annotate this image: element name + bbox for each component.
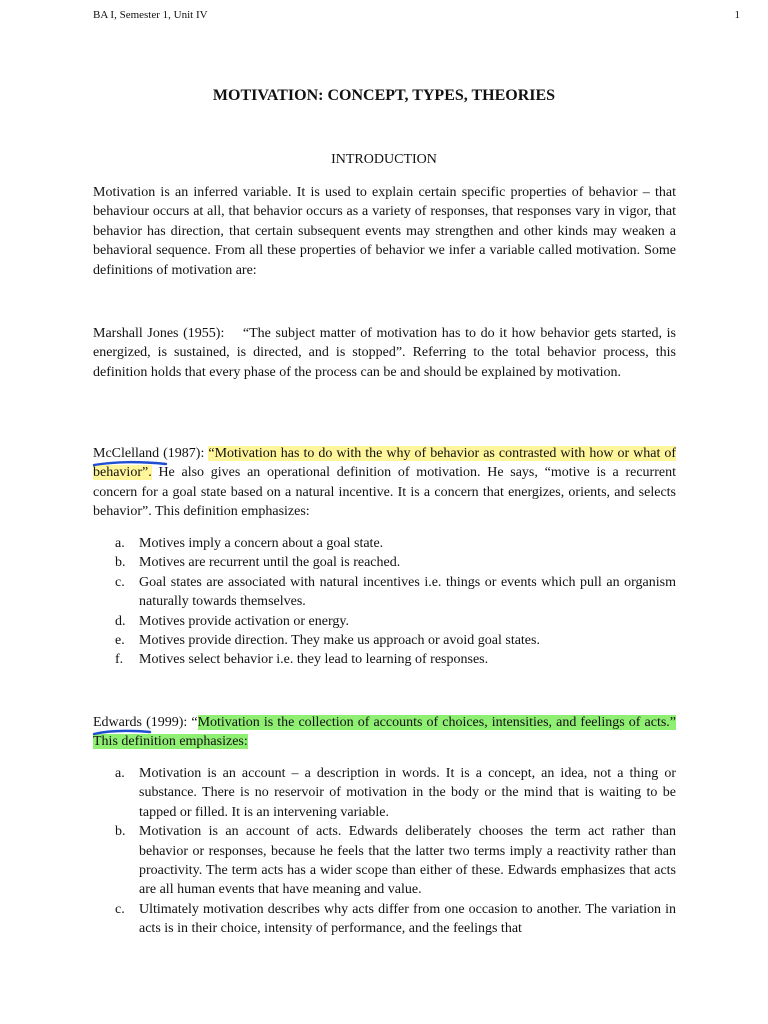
mcclelland-emphasis-list	[115, 534, 676, 670]
mcclelland-author: McClelland	[93, 446, 160, 461]
page-number: 1	[734, 9, 740, 21]
jones-author: Marshall Jones (1955):	[93, 326, 225, 341]
edwards-definition	[93, 713, 676, 752]
mcclelland-explanation: He also gives an operational definition of motivation. He says, “motive is a recurrent concern for a goal state based on a natural incentive. It is a concern that energizes, orients, and selects behavior”. This definition emphasizes:	[93, 465, 676, 520]
edwards-highlighted-quote: Motivation is the collection of accounts of choices, intensities, and feelings of acts.” This definition emphasizes:	[93, 715, 676, 750]
jones-text: “The subject matter of motivation has to do it how behavior gets started, is energized, is sustained, is directed, and is stopped”. Referring to the total behavior process, this definition holds that every phase of the process can be and should be explained by motivation.	[93, 326, 676, 380]
list-item: f. Motives select behavior i.e. they lead to learning of responses.	[115, 652, 489, 668]
list-item: b. Motives are recurrent until the goal is reached.	[115, 555, 401, 571]
section-heading: INTRODUCTION	[331, 152, 437, 167]
pen-underline-mcclelland	[92, 459, 172, 469]
jones-definition	[93, 324, 676, 382]
page-title: MOTIVATION: CONCEPT, TYPES, THEORIES	[212, 87, 556, 104]
list-item: a. Motives imply a concern about a goal state.	[115, 536, 384, 551]
list-item: e. Motives provide direction. They make us approach or avoid goal states.	[115, 633, 540, 649]
intro-paragraph: Motivation is an inferred variable. It is used to explain certain specific properties of behavior – that behaviour occurs at all, that behavior occurs as a variety of responses, that responses vary in vigor, that behavior has direction, that certain subsequent events may strengthen and other kinds may weaken a behavioral sequence. From all these properties of behavior we infer a variable called motivation. Some definitions of motivation are:	[93, 185, 676, 278]
edwards-author: Edwards	[93, 715, 142, 730]
list-item: d. Motives provide activation or energy.	[115, 613, 349, 629]
list-item: b. Motivation is an account of acts. Edwards deliberately chooses the term act rather than behavior or responses, because he feels that the latter two terms imply a reactivity rather than proactivity. The term acts has a wider scope than either of these. Edwards emphasizes that acts are all human events that have meaning and value.	[115, 824, 676, 898]
mcclelland-year: (1987):	[159, 446, 209, 461]
list-item: c. Goal states are associated with natural incentives i.e. things or events which pull an organism naturally towards themselves.	[115, 574, 676, 610]
edwards-emphasis-list	[115, 764, 676, 939]
edwards-year: (1999): “	[142, 715, 198, 730]
mcclelland-highlighted-quote: “Motivation has to do with the why of behavior as contrasted with how or what of behavior”.	[93, 446, 677, 481]
running-title: BA I, Semester 1, Unit IV	[93, 9, 208, 21]
mcclelland-definition	[93, 444, 676, 522]
pen-underline-edwards	[92, 727, 156, 737]
list-item: c. Ultimately motivation describes why acts differ from one occasion to another. The variation in acts is in their choice, intensity of performance, and the feelings that	[115, 901, 676, 937]
running-header	[93, 9, 740, 21]
list-item: a. Motivation is an account – a description in words. It is a concept, an idea, not a thing or substance. There is no reservoir of motivation in the body or the mind that is waiting to be tapped or filled. It is an intervening variable.	[115, 766, 676, 820]
